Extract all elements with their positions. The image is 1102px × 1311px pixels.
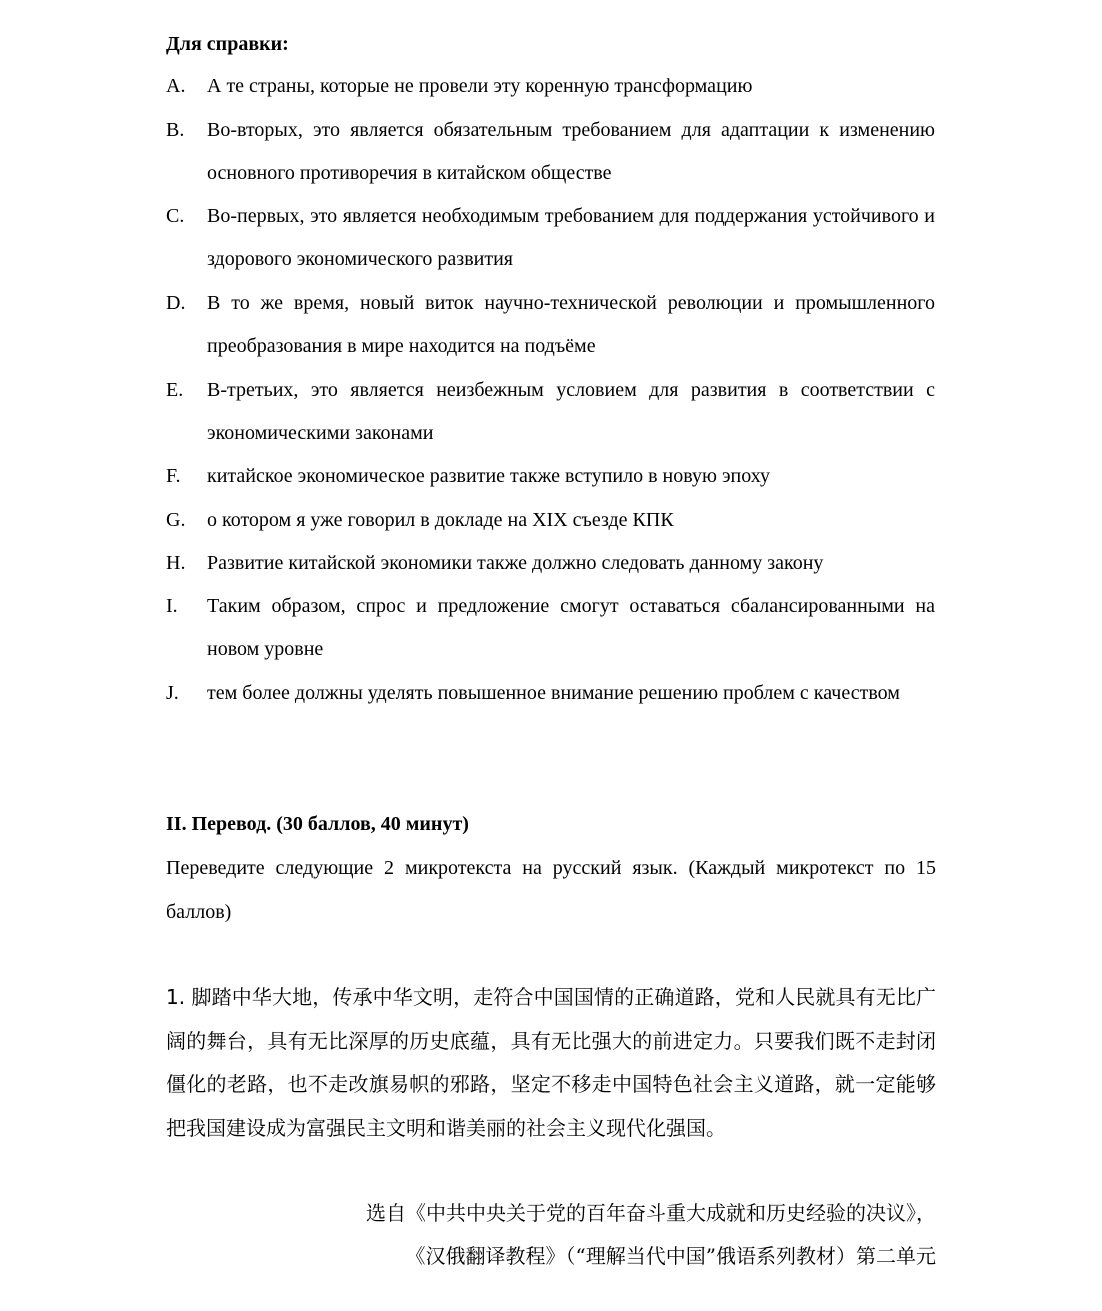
- option-text: китайское экономическое развитие также вступило в новую эпоху: [207, 465, 770, 487]
- option-text: В-третьих, это является неизбежным условием для развития в соответствии с экономическими законами: [207, 379, 935, 445]
- section-title: II. Перевод. (30 баллов, 40 минут): [166, 813, 469, 835]
- option-text: Во-вторых, это является обязательным требованием для адаптации к изменению основного противоречия в китайском обществе: [207, 119, 935, 185]
- option-letter: I.: [166, 595, 178, 617]
- source-citation-line-2: 《汉俄翻译教程》（“理解当代中国”俄语系列教材）第二单元: [405, 1244, 936, 1268]
- reference-heading: Для справки:: [166, 33, 289, 55]
- option-text: Развитие китайской экономики также должно следовать данному закону: [207, 552, 824, 574]
- option-letter: C.: [166, 205, 185, 227]
- option-text: о котором я уже говорил в докладе на XIX съезде КПК: [207, 509, 674, 531]
- option-letter: E.: [166, 379, 184, 401]
- option-letter: J.: [166, 682, 179, 704]
- option-text: Во-первых, это является необходимым требованием для поддержания устойчивого и здорового экономического развития: [207, 205, 935, 271]
- option-text: А те страны, которые не провели эту коренную трансформацию: [207, 75, 753, 97]
- option-text: тем более должны уделять повышенное внимание решению проблем с качеством: [207, 682, 900, 704]
- option-text: В то же время, новый виток научно-технической революции и промышленного преобразования в мире находится на подъёме: [207, 292, 935, 358]
- option-letter: H.: [166, 552, 186, 574]
- option-letter: G.: [166, 509, 186, 531]
- option-letter: B.: [166, 119, 185, 141]
- section-instruction: Переведите следующие 2 микротекста на русский язык. (Каждый микротекст по 15 баллов): [166, 857, 936, 923]
- option-letter: A.: [166, 75, 186, 97]
- translation-text-1: 1. 脚踏中华大地，传承中华文明，走符合中国国情的正确道路，党和人民就具有无比广阔的舞台，具有无比深厚的历史底蕴，具有无比强大的前进定力。只要我们既不走封闭僵化的老路，也不走改旗易帜的邪路，坚定不移走中国特色社会主义道路，就一定能够把我国建设成为富强民主文明和谐美丽的社会主义现代化强国。: [166, 985, 936, 1140]
- option-letter: F.: [166, 465, 181, 487]
- source-citation-line-1: 选自《中共中央关于党的百年奋斗重大成就和历史经验的决议》，: [366, 1201, 936, 1225]
- option-text: Таким образом, спрос и предложение смогут оставаться сбалансированными на новом уровне: [207, 595, 935, 661]
- option-letter: D.: [166, 292, 186, 314]
